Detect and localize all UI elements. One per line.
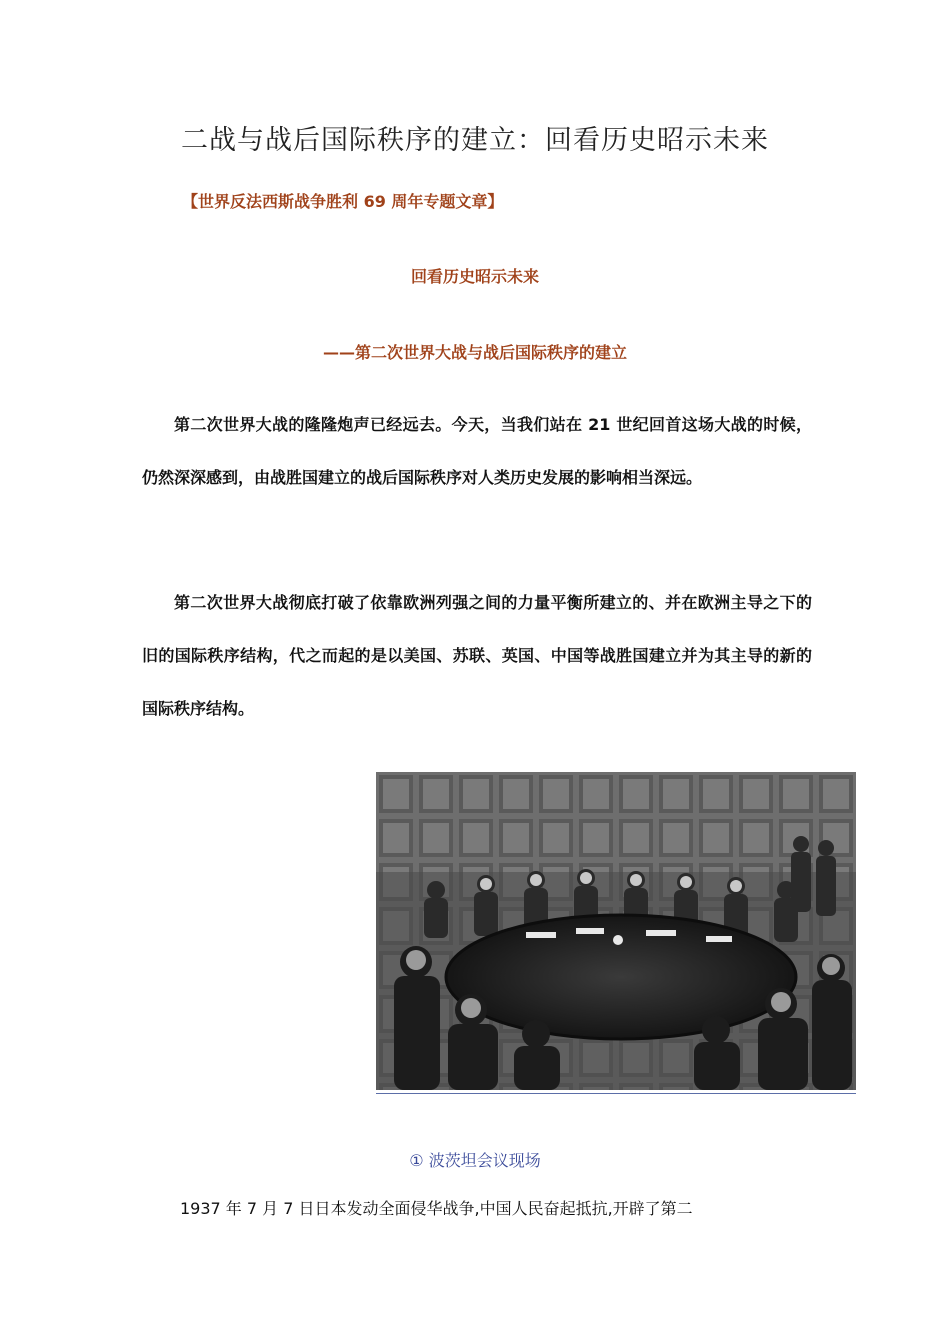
- paragraph-3-start: 1937 年 7 月 7 日日本发动全面侵华战争,中国人民奋起抵抗,开辟了第二: [180, 1199, 693, 1218]
- figure-caption: ① 波茨坦会议现场: [409, 1151, 541, 1170]
- subtitle-sub: ——第二次世界大战与战后国际秩序的建立: [322, 343, 627, 362]
- potsdam-conference-photo: [376, 772, 856, 1090]
- document-title: 二战与战后国际秩序的建立：回看历史昭示未来: [181, 125, 769, 156]
- paragraph-2: 第二次世界大战彻底打破了依靠欧洲列强之间的力量平衡所建立的、并在欧洲主导之下的旧的国际秩序结构，代之而起的是以美国、苏联、英国、中国等战胜国建立并为其主导的新的国际秩序结构。: [142, 593, 812, 718]
- subtitle-main: 回看历史昭示未来: [410, 267, 539, 286]
- photo-underline: [376, 1093, 856, 1094]
- paragraph-1: 第二次世界大战的隆隆炮声已经远去。今天，当我们站在 21 世纪回首这场大战的时候，仍然深深感到，由战胜国建立的战后国际秩序对人类历史发展的影响相当深远。: [142, 415, 812, 487]
- topic-tag: 【世界反法西斯战争胜利 69 周年专题文章】: [182, 192, 504, 211]
